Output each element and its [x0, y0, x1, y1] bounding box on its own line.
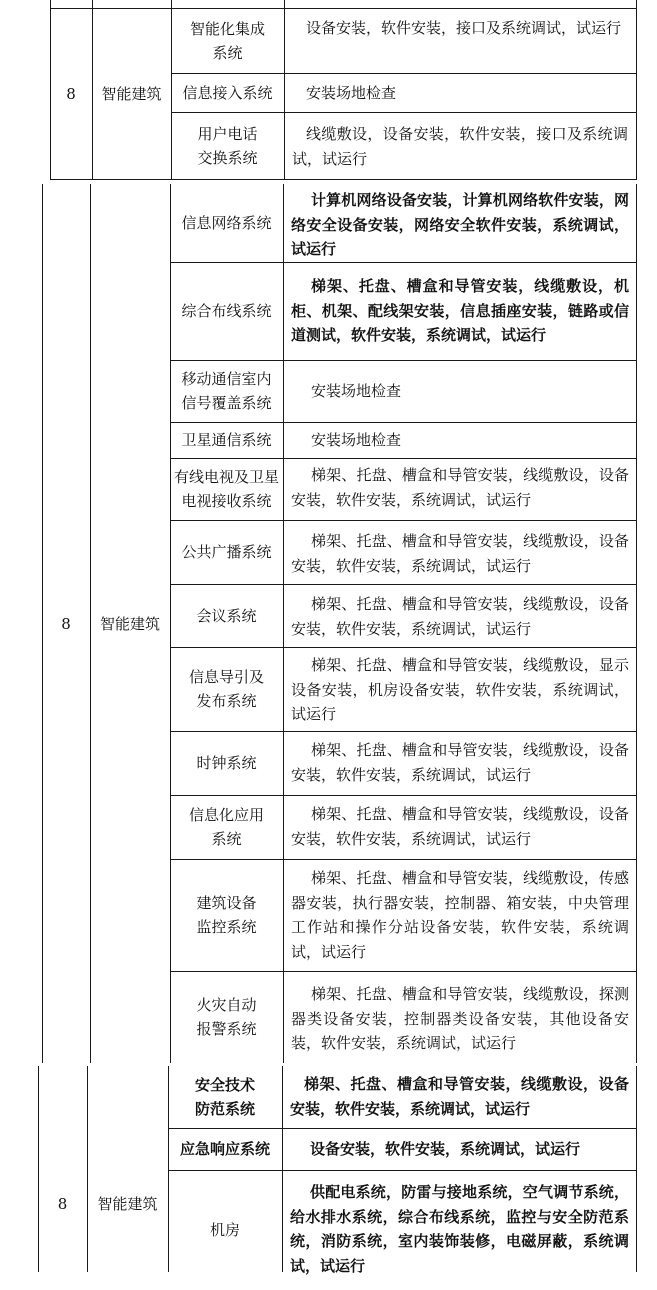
subsystem-name: 智能化集成 系统 — [189, 19, 265, 62]
subsystem-name: 用户电话 交换系统 — [197, 124, 258, 167]
work-items: 梯架、托盘、槽盒和导管安装，线缆敷设，显示设备安装，机房设备安装，软件安装，系统调试，试运行 — [291, 656, 629, 723]
work-items: 梯架、托盘、槽盒和导管安装，线缆敷设，设备安装，软件安装，系统调试，试运行 — [291, 466, 629, 509]
subsystem-name: 综合布线系统 — [181, 302, 272, 320]
division-number: 8 — [57, 1195, 68, 1213]
subsystem-name: 机房 — [209, 1221, 240, 1239]
subsystem-name: 卫星通信系统 — [181, 431, 272, 449]
subsystem-name: 信息化应用 系统 — [188, 806, 264, 848]
subsystem-name: 火灾自动 报警系统 — [196, 996, 257, 1038]
work-items: 供配电系统，防雷与接地系统，空气调节系统，给水排水系统，综合布线系统，监控与安全防范系统，消防系统，室内装饰装修，电磁屏蔽，系统调试，试运行 — [290, 1183, 629, 1275]
subsystem-name: 公共广播系统 — [181, 543, 272, 561]
work-items: 安装场地检查 — [306, 84, 397, 102]
work-items: 安装场地检查 — [311, 382, 402, 400]
work-items: 梯架、托盘、槽盒和导管安装，线缆敷设，机柜、机架、配线架安装，信息插座安装，链路或信道测试，软件安装，系统调试，试运行 — [291, 277, 629, 344]
subsystem-name: 移动通信室内 信号覆盖系统 — [181, 370, 272, 412]
subsystem-name: 有线电视及卫星 电视接收系统 — [173, 468, 279, 510]
subsystem-name: 会议系统 — [196, 606, 257, 625]
work-items: 梯架、托盘、槽盒和导管安装，线缆敷设，设备安装，软件安装，系统调试，试运行 — [291, 741, 629, 784]
division-number: 8 — [66, 84, 76, 103]
work-items: 设备安装，软件安装，系统调试，试运行 — [310, 1140, 581, 1158]
division-name: 智能建筑 — [101, 84, 162, 103]
subsystem-name: 建筑设备 监控系统 — [196, 894, 257, 936]
work-items: 梯架、托盘、槽盒和导管安装，线缆敷设，设备安装，软件安装，系统调试，试运行 — [291, 805, 629, 848]
subsystem-name: 时钟系统 — [196, 754, 257, 772]
division-number: 8 — [61, 614, 71, 633]
subsystem-name: 信息网络系统 — [181, 214, 272, 232]
work-items: 梯架、托盘、槽盒和导管安装，线缆敷设，探测器类设备安装，控制器类设备安装，其他设备安装，软件安装，系统调试，试运行 — [291, 985, 629, 1052]
work-items: 梯架、托盘、槽盒和导管安装，线缆敷设，设备安装，软件安装，系统调试，试运行 — [290, 1075, 629, 1118]
subsystem-name: 安全技术 防范系统 — [194, 1076, 255, 1118]
subsystem-name: 信息接入系统 — [182, 83, 273, 102]
work-items: 线缆敷设，设备安装，软件安装，接口及系统调试，试运行 — [292, 125, 628, 168]
subsystem-name: 应急响应系统 — [179, 1140, 270, 1158]
work-items: 梯架、托盘、槽盒和导管安装，线缆敷设，设备安装，软件安装，系统调试，试运行 — [291, 532, 629, 575]
work-items: 计算机网络设备安装，计算机网络软件安装，网络安全设备安装，网络安全软件安装，系统调试，试运行 — [291, 191, 629, 258]
work-items: 梯架、托盘、槽盒和导管安装，线缆敷设，传感器安装，执行器安装，控制器、箱安装，中央管理工作站和操作分站设备安装，软件安装，系统调试，试运行 — [291, 869, 629, 961]
work-items: 安装场地检查 — [311, 431, 402, 449]
division-name: 智能建筑 — [97, 1195, 158, 1213]
division-name: 智能建筑 — [99, 614, 160, 633]
work-items: 梯架、托盘、槽盒和导管安装，线缆敷设，设备安装，软件安装，系统调试，试运行 — [291, 595, 629, 638]
subsystem-name: 信息导引及 发布系统 — [188, 668, 264, 710]
work-items: 设备安装，软件安装，接口及系统调试，试运行 — [306, 19, 622, 37]
